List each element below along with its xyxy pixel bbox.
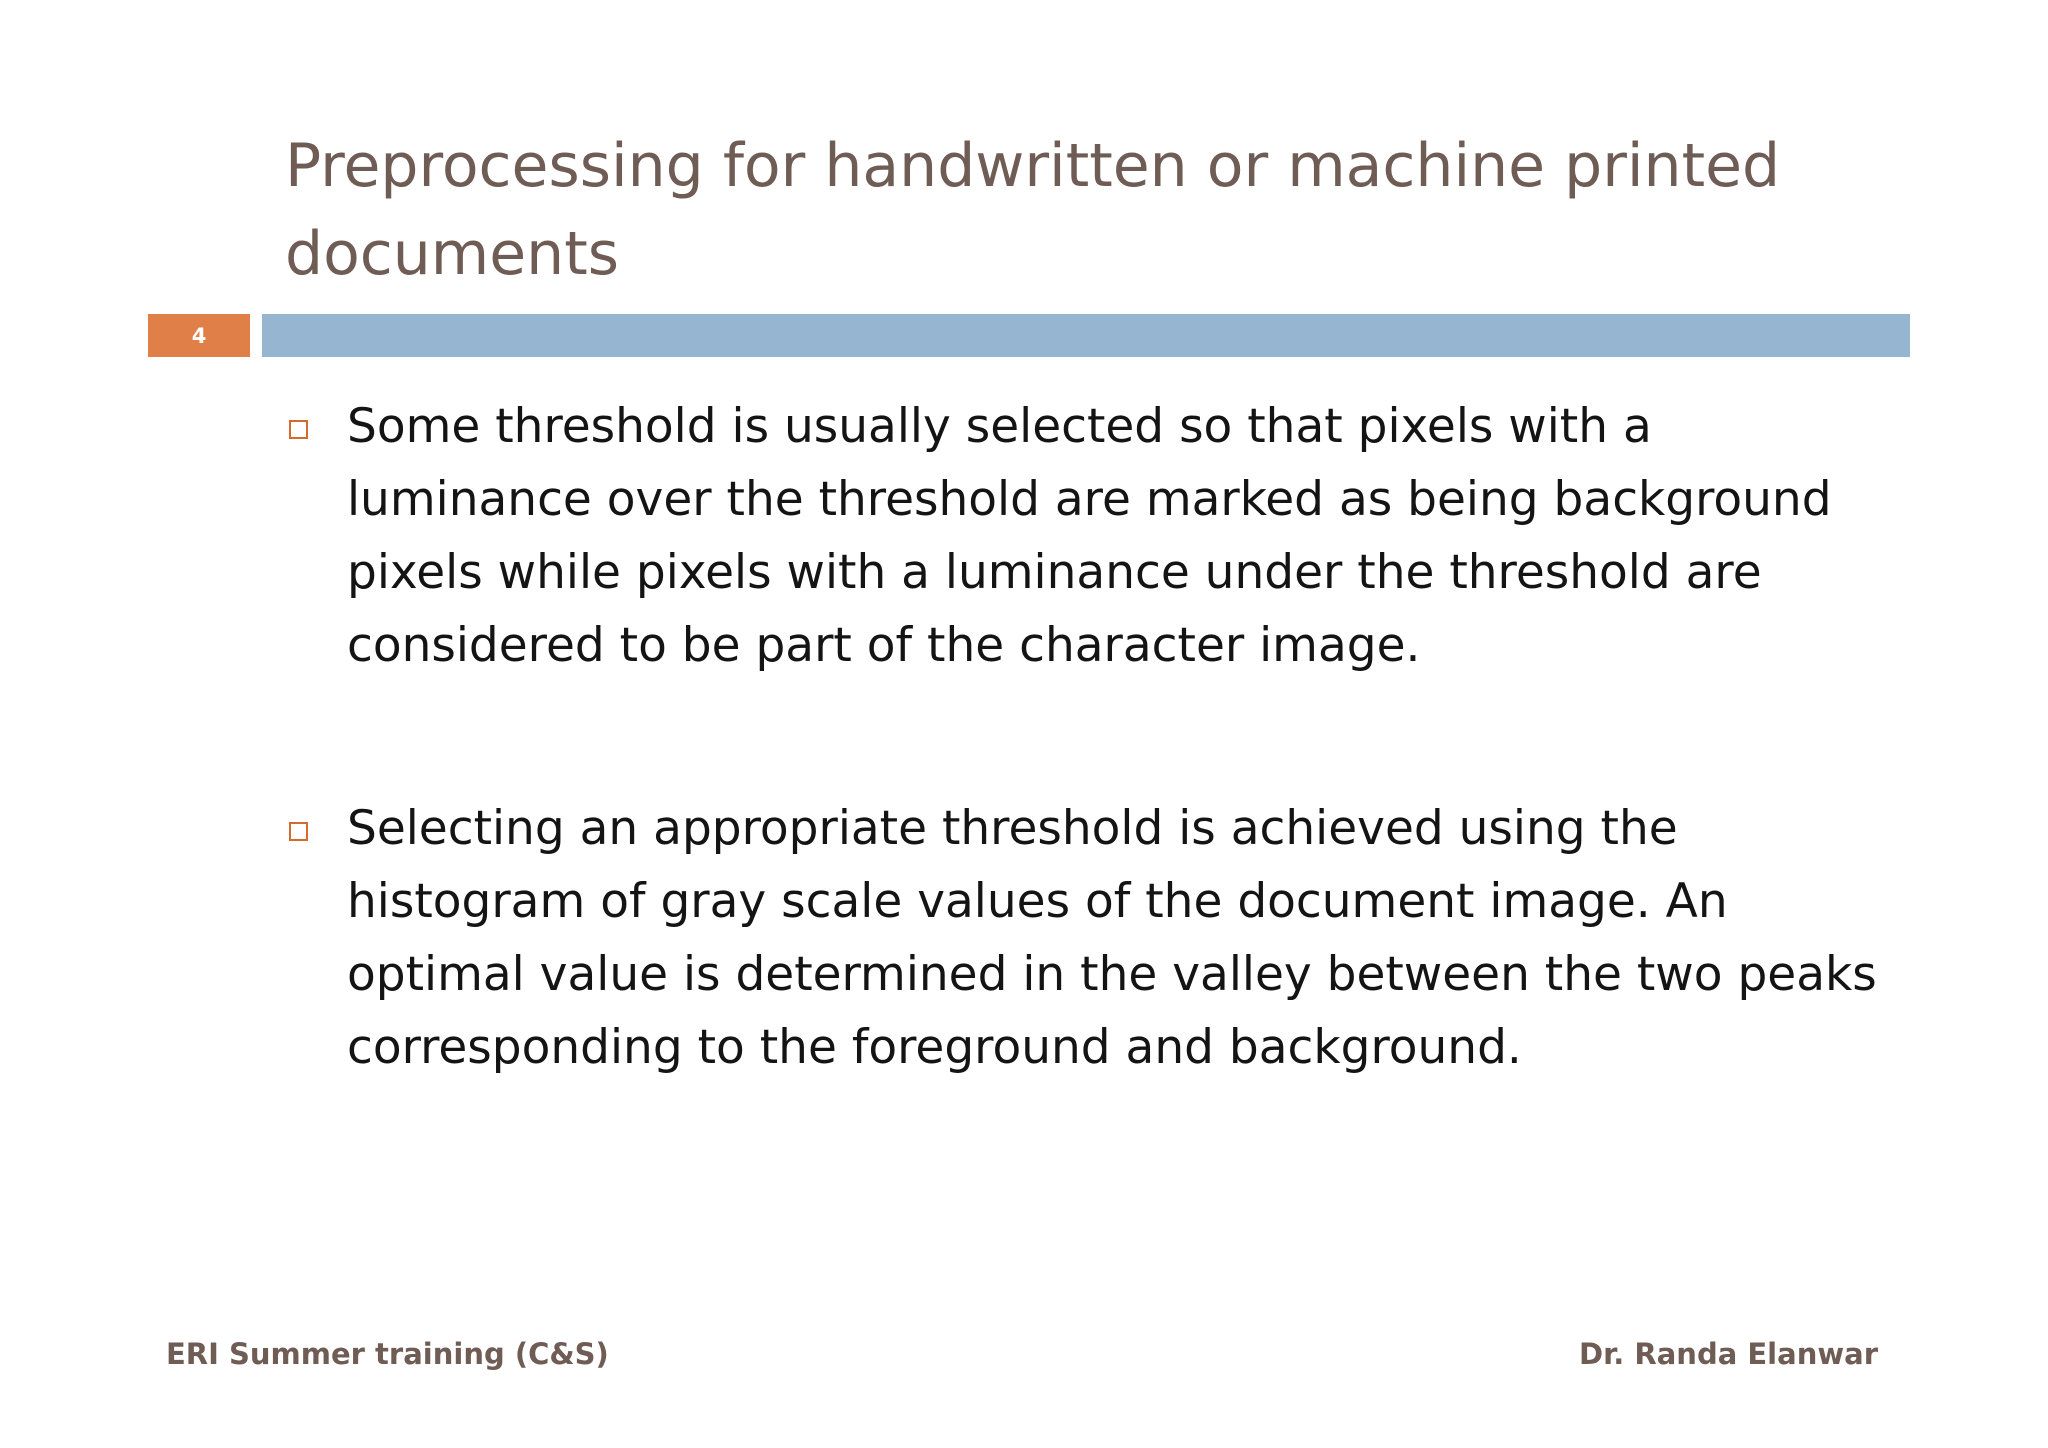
bullet-item [285,390,1905,682]
footer-author: Dr. Randa Elanwar [1579,1337,1878,1371]
bullet-text: Selecting an appropriate threshold is achieved using the histogram of gray scale values of the document image. An optimal value is determined in the valley between the two peaks corresponding to the foreground and background. [347,801,1877,1075]
slide-title: Preprocessing for handwritten or machine printed documents [285,131,1781,289]
title-divider-bar [262,314,1910,357]
square-bullet-icon [289,420,308,439]
slide-number-badge: 4 [148,314,250,357]
bullet-text: Some threshold is usually selected so that pixels with a luminance over the threshold are marked as being background pixels while pixels with a luminance under the threshold are considered to be part of the character image. [347,399,1832,673]
bullet-item [285,792,1905,1084]
footer-course: ERI Summer training (C&S) [166,1337,609,1371]
bullet-list [285,390,1905,1084]
square-bullet-icon [289,822,308,841]
